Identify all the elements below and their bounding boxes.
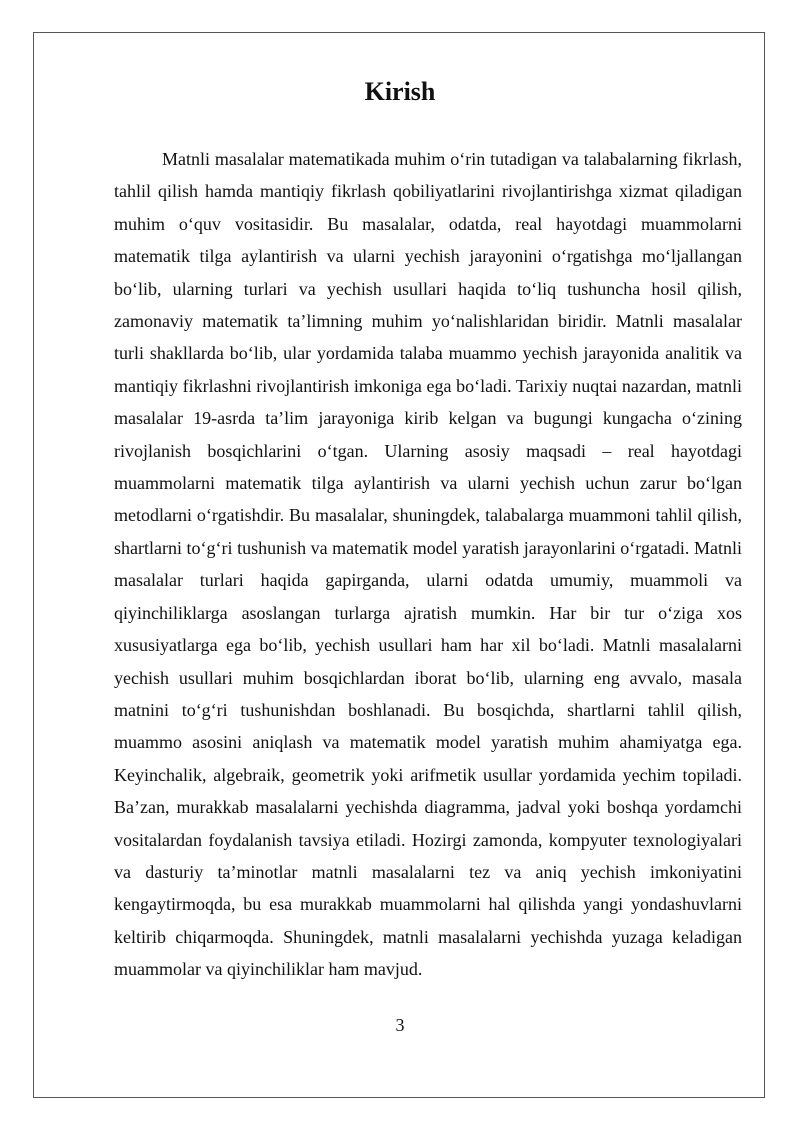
page-title: Kirish [364, 77, 436, 106]
body-paragraph: Matnli masalalar matematikada muhim o‘rin tutadigan va talabalarning fikrlash, tahlil qilish hamda mantiqiy fikrlash qobiliyatlarini rivojlantirishga xizmat qiladigan muhim o‘quv vositasidir. Bu masalalar, odatda, real hayotdagi muammolarni matematik tilga aylantirish va ularni yechish jarayonini o‘rgatishga mo‘ljallangan bo‘lib, ularning turlari va yechish usullari haqida to‘liq tushuncha hosil qilish, zamonaviy matematik ta’limning muhim yo‘nalishlaridan biridir. Matnli masalalar turli shakllarda bo‘lib, ular yordamida talaba muammo yechish jarayonida analitik va mantiqiy fikrlashni rivojlantirish imkoniga ega bo‘ladi. Tarixiy nuqtai nazardan, matnli masalalar 19-asrda ta’lim jarayoniga kirib kelgan va bugungi kungacha o‘zining rivojlanish bosqichlarini o‘tgan. Ularning asosiy maqsadi – real hayotdagi muammolarni matematik tilga aylantirish va ularni yechish uchun zarur bo‘lgan metodlarni o‘rgatishdir. Bu masalalar, shuningdek, talabalarga muammoni tahlil qilish, shartlarni to‘g‘ri tushunish va matematik model yaratish jarayonlarini o‘rgatadi. Matnli masalalar turlari haqida gapirganda, ularni odatda umumiy, muammoli va qiyinchiliklarga asoslangan turlarga ajratish mumkin. Har bir tur o‘ziga xos xususiyatlarga ega bo‘lib, yechish usullari ham har xil bo‘ladi. Matnli masalalarni yechish usullari muhim bosqichlardan iborat bo‘lib, ularning eng avvalo, masala matnini to‘g‘ri tushunishdan boshlanadi. Bu bosqichda, shartlarni tahlil qilish, muammo asosini aniqlash va matematik model yaratish muhim ahamiyatga ega. Keyinchalik, algebraik, geometrik yoki arifmetik usullar yordamida yechim topiladi. Ba’zan, murakkab masalalarni yechishda diagramma, jadval yoki boshqa yordamchi vositalardan foydalanish tavsiya etiladi. Hozirgi zamonda, kompyuter texnologiyalari va dasturiy ta’minotlar matnli masalalarni tez va aniq yechish imkoniyatini kengaytirmoqda, bu esa murakkab muammolarni hal qilishda yangi yondashuvlarni keltirib chiqarmoqda. Shuningdek, matnli masalalarni yechishda yuzaga keladigan muammolar va qiyinchiliklar ham mavjud. [114, 149, 742, 980]
page-number: 3 [395, 1015, 405, 1035]
